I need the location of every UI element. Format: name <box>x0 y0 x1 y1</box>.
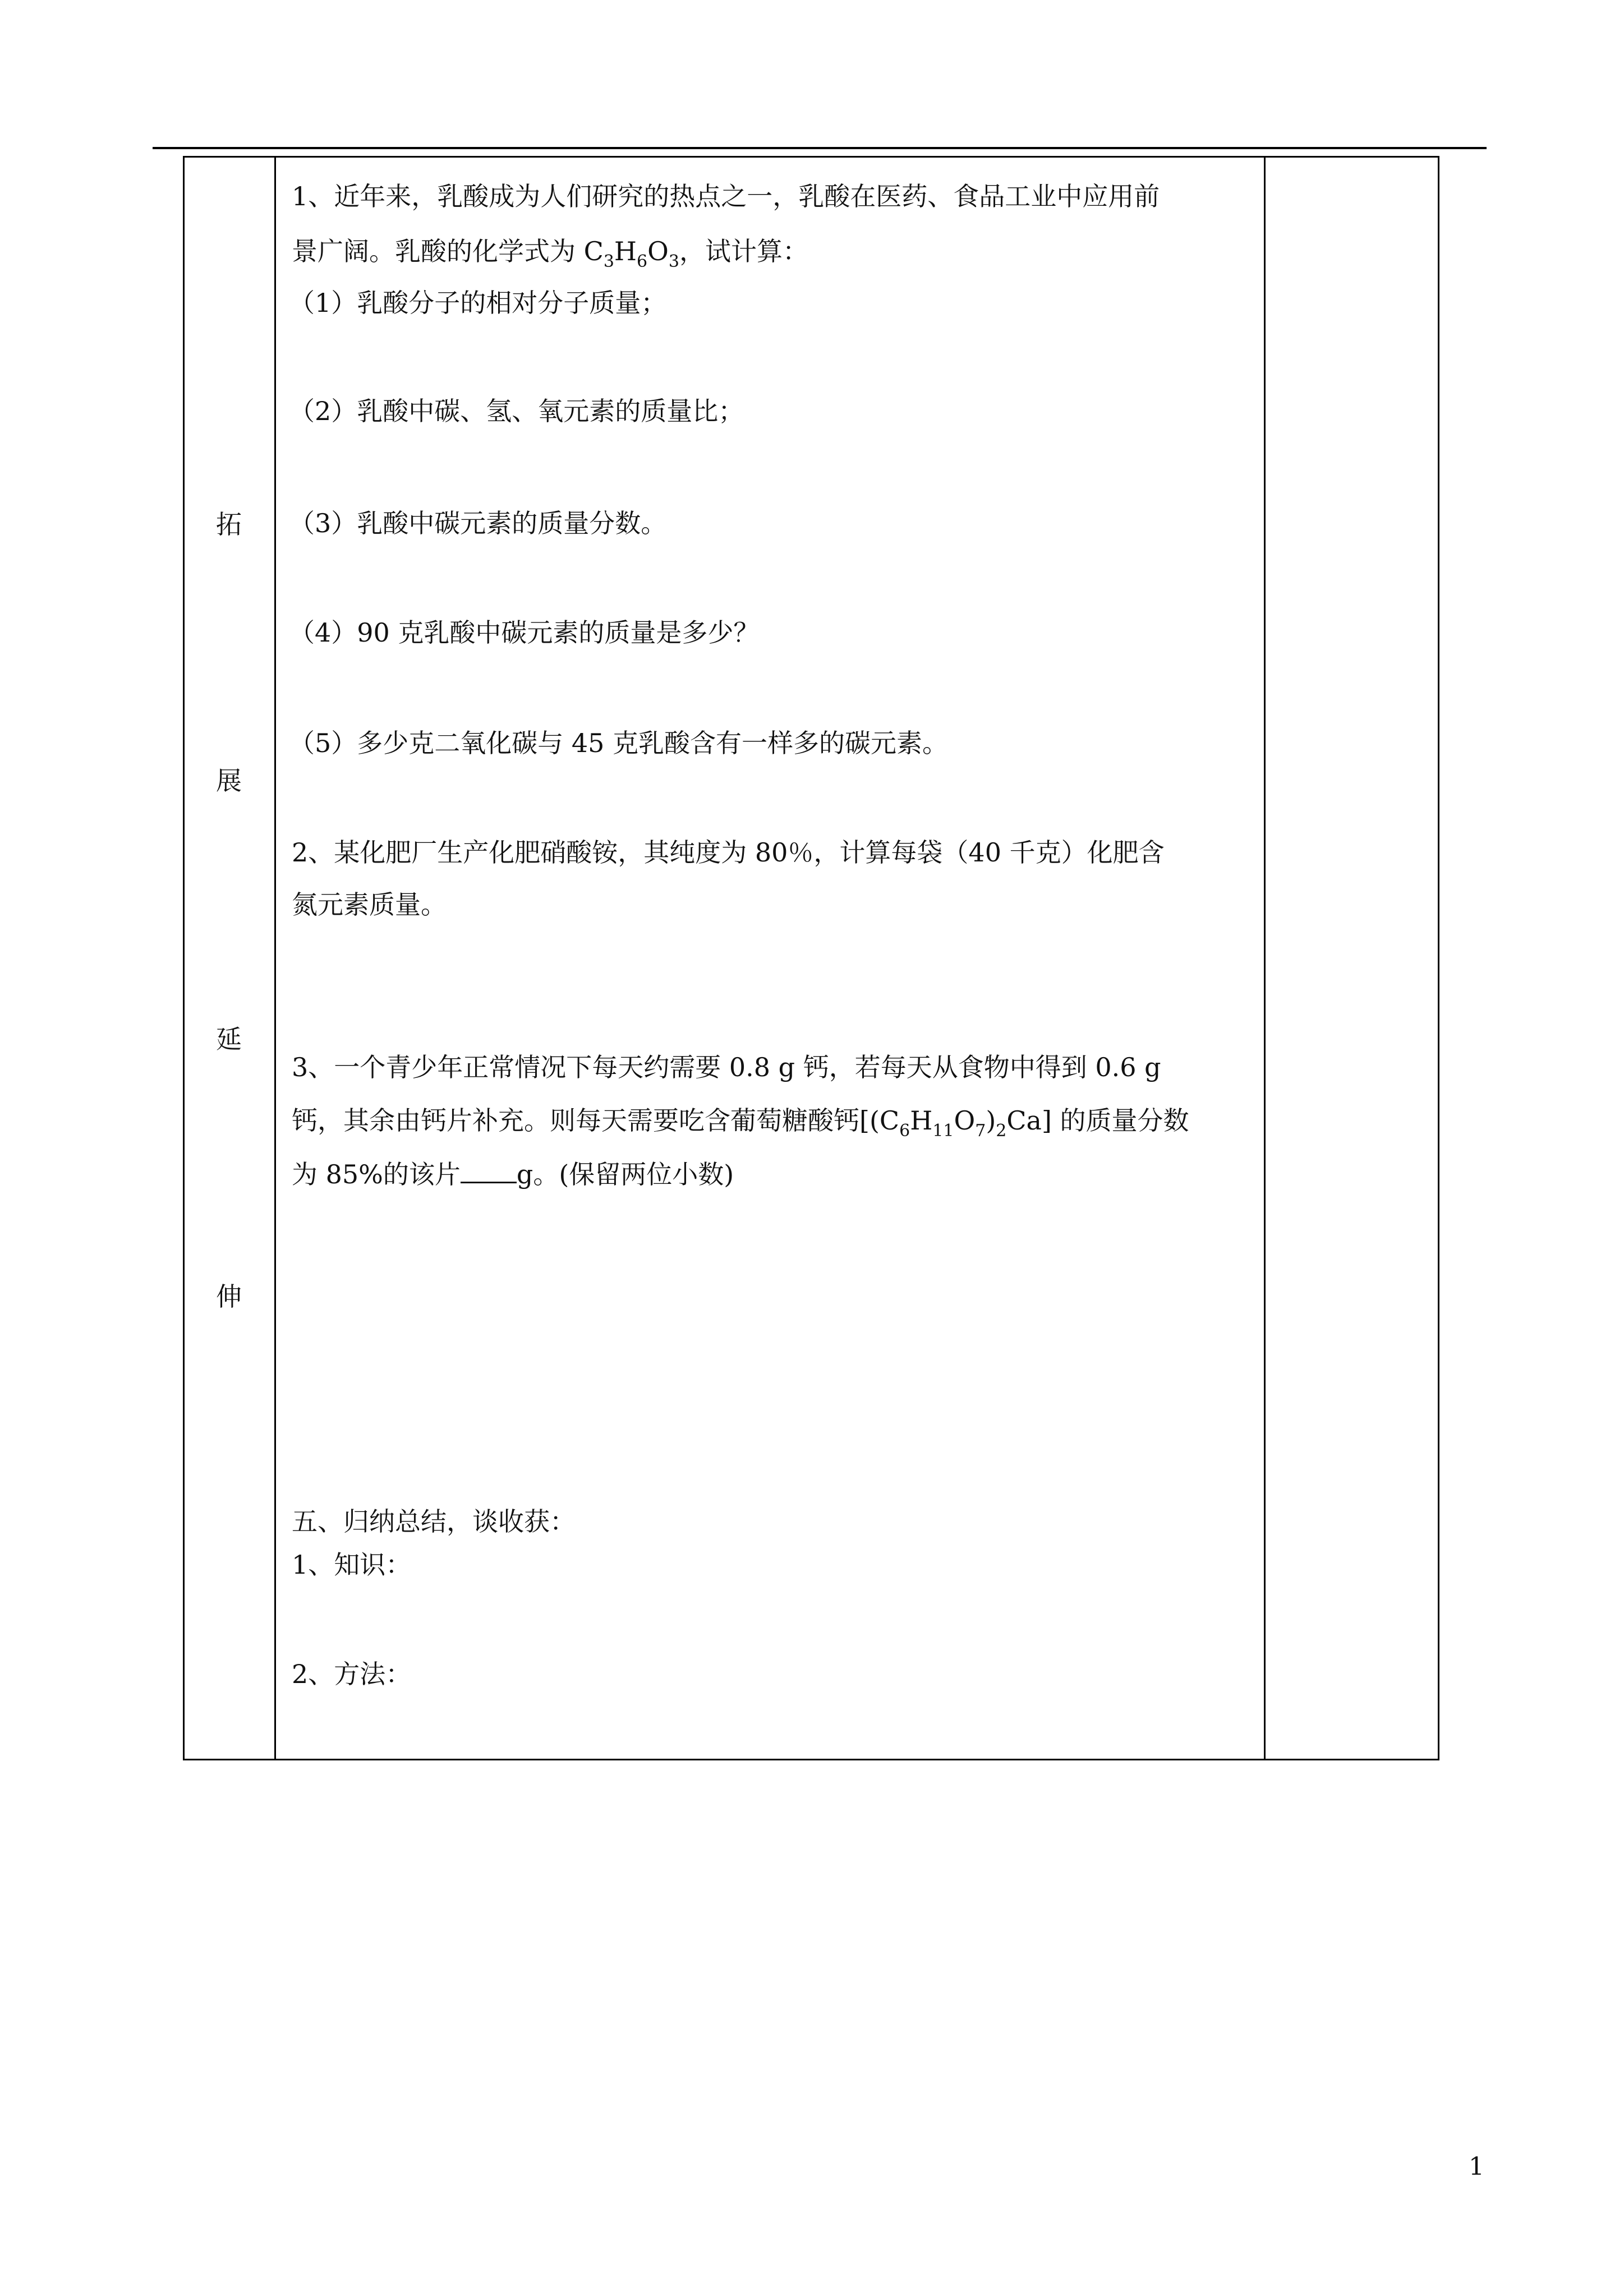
q3-subscript-1: 6 <box>899 1121 910 1141</box>
q1-part-5: （5）多少克二氧化碳与 45 克乳酸含有一样多的碳元素。 <box>289 728 949 758</box>
side-label-char-3: 延 <box>216 1024 242 1054</box>
q1-subscript-2: 6 <box>637 252 648 271</box>
q1-intro-text-b: H <box>614 236 637 266</box>
q1-part-1: （1）乳酸分子的相对分子质量； <box>289 288 667 318</box>
q3-text-f: 为 85%的该片 <box>292 1159 461 1190</box>
q1-intro-text-a: 景广阔。乳酸的化学式为 C <box>292 236 604 266</box>
side-label-char-2: 展 <box>216 766 242 796</box>
q1-part-2: （2）乳酸中碳、氢、氧元素的质量比； <box>289 396 744 426</box>
q3-answer-blank[interactable] <box>461 1157 517 1183</box>
q3-subscript-4: 2 <box>996 1121 1007 1141</box>
q3-subscript-2: 11 <box>932 1121 954 1141</box>
q3-text-a: 钙，其余由钙片补充。则每天需要吃含葡萄糖酸钙[(C <box>292 1105 900 1136</box>
side-label-char-4: 伸 <box>216 1281 242 1312</box>
table-bottom-border <box>183 1759 1439 1760</box>
q2-line-1: 2、某化肥厂生产化肥硝酸铵，其纯度为 80％，计算每袋（40 千克）化肥含 <box>292 837 1165 868</box>
q1-part-3: （3）乳酸中碳元素的质量分数。 <box>289 508 667 538</box>
q3-text-g: g。(保留两位小数) <box>516 1159 734 1190</box>
page-number: 1 <box>1469 2152 1484 2181</box>
q3-text-b: H <box>910 1105 933 1136</box>
q3-text-d: ) <box>986 1105 996 1136</box>
q2-line-2: 氮元素质量。 <box>292 889 447 920</box>
q3-text-c: O <box>954 1105 976 1136</box>
table-divider-1 <box>274 156 276 1760</box>
table-right-border <box>1438 156 1439 1760</box>
q1-intro-line-2 <box>292 234 808 272</box>
header-rule <box>153 147 1487 149</box>
q1-subscript-3: 3 <box>668 252 679 271</box>
q1-part-4: （4）90 克乳酸中碳元素的质量是多少？ <box>289 617 760 648</box>
table-divider-2 <box>1264 156 1266 1760</box>
q1-intro-text-c: O <box>647 236 669 266</box>
q1-intro-line-1: 1、近年来，乳酸成为人们研究的热点之一，乳酸在医药、食品工业中应用前 <box>292 181 1160 211</box>
q3-line-3 <box>292 1157 734 1191</box>
summary-item-knowledge: 1、知识： <box>292 1550 412 1580</box>
q1-subscript-1: 3 <box>603 252 614 271</box>
table-top-border <box>183 156 1439 158</box>
q3-text-e: Ca] 的质量分数 <box>1006 1105 1189 1136</box>
q3-line-1: 3、一个青少年正常情况下每天约需要 0.8 g 钙，若每天从食物中得到 0.6 g <box>292 1052 1161 1082</box>
summary-heading: 五、归纳总结，谈收获： <box>292 1506 576 1537</box>
q3-line-2 <box>292 1104 1189 1141</box>
table-left-border <box>183 156 185 1760</box>
side-label-char-1: 拓 <box>216 509 242 540</box>
summary-item-method: 2、方法： <box>292 1659 412 1689</box>
q3-subscript-3: 7 <box>975 1121 986 1141</box>
q1-intro-text-d: ，试计算： <box>679 236 808 266</box>
